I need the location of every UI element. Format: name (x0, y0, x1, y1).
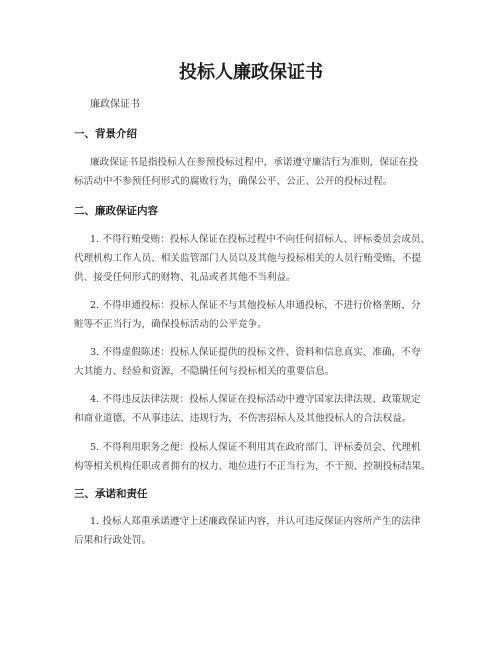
paragraph-line: 2. 不得串通投标：投标人保证不与其他投标人串通投标，不进行价格垄断、分 (90, 300, 421, 311)
paragraph-line: 廉政保证书是指投标人在参预投标过程中，承诺遵守廉洁行为准则，保证在投 (90, 157, 418, 168)
paragraph (74, 153, 444, 191)
paragraph-line: 1. 投标人郑重承诺遵守上述廉政保证内容，并认可违反保证内容所产生的法律 (90, 516, 421, 527)
document-title: 投标人廉政保证书 (179, 62, 323, 83)
section-heading-background: 一、背景介绍 (74, 128, 137, 140)
paragraph (74, 343, 444, 381)
paragraph-line: 5. 不得利用职务之便：投标人保证不利用其在政府部门、评标委员会、代理机 (90, 442, 421, 453)
paragraph (74, 390, 444, 428)
paragraph (74, 512, 444, 550)
paragraph-line: 标活动中不参预任何形式的腐败行为，确保公平、公正、公开的投标过程。 (74, 176, 393, 187)
paragraph-line: 代理机构工作人员、相关监管部门人员以及其他与投标相关的人员行贿受贿，不提 (74, 253, 422, 264)
paragraph (74, 438, 444, 476)
paragraph-line: 赃等不正当行为，确保投标活动的公平竞争。 (74, 319, 267, 330)
paragraph-line: 后果和行政处罚。 (74, 535, 152, 546)
section-heading-commitment: 三、承诺和责任 (74, 488, 148, 500)
paragraph-line: 3. 不得虚假陈述：投标人保证提供的投标文件、资料和信息真实、准确，不夸 (90, 347, 421, 358)
paragraph-line: 供、接受任何形式的财物、礼品或者其他不当利益。 (74, 272, 296, 283)
paragraph-line: 4. 不得违反法律法规：投标人保证在投标活动中遵守国家法律法规、政策规定 (90, 394, 421, 405)
paragraph (74, 296, 444, 334)
intro-text: 廉政保证书 (90, 99, 140, 110)
paragraph-line: 大其能力、经验和资源，不隐瞒任何与投标相关的重要信息。 (74, 366, 335, 377)
paragraph-line: 构等相关机构任职或者拥有的权力、地位进行不正当行为，不干预、控制投标结果。 (74, 461, 431, 472)
paragraph-line: 和商业道德，不从事违法、违规行为，不伤害招标人及其他投标人的合法权益。 (74, 413, 412, 424)
paragraph (74, 230, 444, 287)
paragraph-line: 1. 不得行贿受贿：投标人保证在投标过程中不向任何招标人、评标委员会成员、 (90, 234, 431, 245)
section-heading-integrity-content: 二、廉政保证内容 (74, 205, 158, 217)
